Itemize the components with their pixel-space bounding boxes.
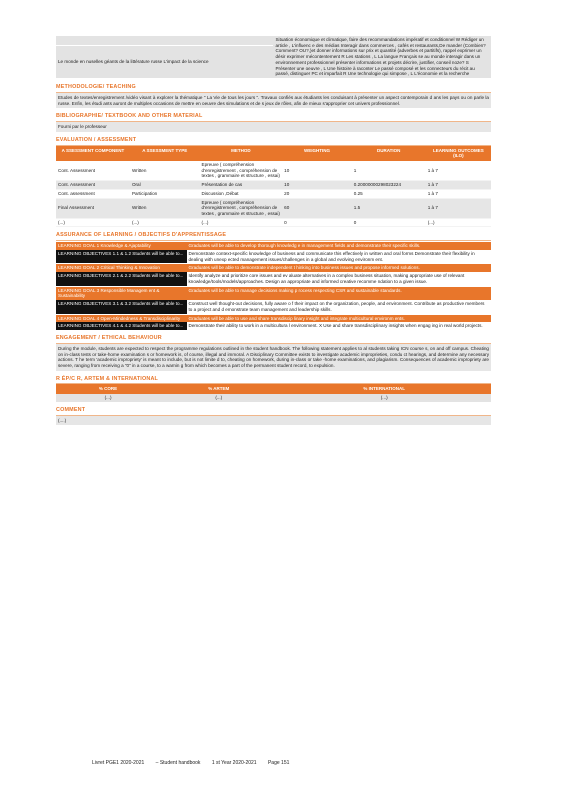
eval-cell: 0 xyxy=(282,218,352,227)
learning-goal-row xyxy=(56,314,491,322)
footer-year: 1 st Year 2020-2021 xyxy=(211,760,257,766)
learning-goal-label: LEARNING GOAL 3 Responsible Managem ent & Sustainability xyxy=(56,286,187,300)
table-row xyxy=(56,189,491,198)
eval-cell: 1 à 7 xyxy=(426,181,491,190)
eval-cell: Oral xyxy=(130,181,200,190)
footer-booklet: Livret PGE1 2020-2021 xyxy=(92,760,145,766)
methodology-text: Etudes de textes/enregistrement /vidéo visant à explorer la thématique " La Vie de tous les jours ". Travaux confiés aux étudiants les conduisant à présenter un aspect contemporain d ans les pays ou on parle la russe. Enfin, les étudi ants auront de multiples occasions de mettre en oeuvre des simulations et de s jeux de rôles, afin de mieux s'approprier cet univers professionnel. xyxy=(56,93,491,108)
eval-header-duration: DURATION xyxy=(352,146,426,161)
eval-cell: Epreuve ( compréhension d'enregistrement , compréhension de textes , grammaire et structure , essai) xyxy=(200,161,283,181)
comment-text: (....) xyxy=(56,416,491,426)
learning-objective-row xyxy=(56,272,491,286)
engagement-text: During the module, students are expected to respect the programme regulations outlined in the student handbook. The following statement applies to al students taking ICN course s, on and off campus. Cheating on in-class tests or take-home examination s or homework is, of course, illegal and immoral. A Disciplinary Committee exists to investigate academic improprieties, condu ct hearings, and determine any necessary actions. T he term 'academic impropriety' is meant to include, but is not limite d to, cheating on homework, during in-class or take -home examinations, and plagiarism. Consequences of academic impropriety are severe, ranging from receiving a "0" in a course, to a warnin g from which becomes a part of the permanent student record, to expulsion. xyxy=(56,344,491,371)
learning-objective-text: Demonstrate context-specific knowledge of business and communicate this effectively in written and oral forms Demonstrate their flexibility in dealing with unexp ected management issues/challenges in a global and evolving environm ent. xyxy=(187,250,492,264)
eval-header-component: A SSESSMENT COMPONENT xyxy=(56,146,130,161)
eval-cell: 0.25 xyxy=(352,189,426,198)
learning-objective-row xyxy=(56,300,491,314)
learning-objective-text: Demonstrate their ability to work in a multicultura l environment. X Use and share transdisciplinary insights when engag ing in real world projects. xyxy=(187,322,492,330)
eval-cell: (...) xyxy=(426,218,491,227)
eval-cell: Written xyxy=(130,198,200,218)
eval-cell: 10 xyxy=(282,161,352,181)
learning-goal-label: LEARNING GOAL 1 Knowledge & Ajaptability xyxy=(56,242,187,250)
eval-cell: 1 à 7 xyxy=(426,161,491,181)
eval-header-type: A SSESSMENT TYPE xyxy=(130,146,200,161)
bibliography-title: BIBLIOGRAPHIE/ TEXTBOOK AND OTHER MATERIAL xyxy=(56,112,491,122)
eval-cell: Epreuve ( compréhension d'enregistrement , compréhension de textes , grammaire et structure , essai) xyxy=(200,198,283,218)
footer-page-number: Page 151 xyxy=(267,760,290,766)
eval-cell: 1.5 xyxy=(352,198,426,218)
repartition-core-value: (...) xyxy=(56,394,160,402)
learning-objective-row xyxy=(56,250,491,264)
repartition-header-core: % CORE xyxy=(56,384,160,394)
learning-goal-text: Graduates will be able to demonstrate independent t hinking into business issues and propose informed solutions. xyxy=(187,264,492,272)
eval-cell: 0 xyxy=(352,218,426,227)
eval-cell: 10 xyxy=(282,181,352,190)
learning-goal-text: Graduates will be able to use and share transdiscip linary insight and integrate multicultural environm ents. xyxy=(187,314,492,322)
eval-cell: Final Assessment xyxy=(56,198,130,218)
eval-header-method: METHOD xyxy=(200,146,283,161)
eval-cell: Cont. Assessment xyxy=(56,161,130,181)
methodology-title: METHODOLOGIE/ TEACHING xyxy=(56,83,491,93)
repartition-header-artem: % ARTEM xyxy=(160,384,277,394)
eval-cell: 1 à 7 xyxy=(426,189,491,198)
learning-objective-row xyxy=(56,322,491,330)
bibliography-text: Fourni par le professeur xyxy=(56,122,491,132)
repartition-artem-value: (...) xyxy=(160,394,277,402)
evaluation-title: EVALUATION / ASSESSMENT xyxy=(56,136,491,146)
eval-cell: (...) xyxy=(56,218,130,227)
learning-objective-text: Identify analyze and prioritize core issues and ev aluate alternatives in a complex business situation, making appropriate use of relevant knowledge/tools/models/approaches. Design an appropriate and informed creative recomme ndation to a given issue. xyxy=(187,272,492,286)
eval-cell: Cont. Assessment xyxy=(56,181,130,190)
eval-header-weighting: WEIGHTING xyxy=(282,146,352,161)
table-row xyxy=(56,181,491,190)
repartition-header-international: % INTERNATIONAL xyxy=(277,384,491,394)
engagement-title: ENGAGEMENT / ETHICAL BEHAVIOUR xyxy=(56,334,491,344)
eval-cell: Discussion ,Débat xyxy=(200,189,283,198)
table-row xyxy=(56,218,491,227)
footer-handbook: – Student handbook xyxy=(155,760,201,766)
eval-cell: 0.20000000298023224 xyxy=(352,181,426,190)
syllabus-page xyxy=(56,36,491,425)
learning-objective-label: LEARNING OBJECTIVES 2.1 & 2.2 Students will be able to... xyxy=(56,272,187,286)
assurance-title: ASSURANCE OF LEARNING / OBJECTIFS D'APPRENTISSAGE xyxy=(56,231,491,241)
eval-cell: Written xyxy=(130,161,200,181)
comment-title: COMMENT xyxy=(56,406,491,416)
table-row xyxy=(56,394,491,402)
repartition-international-value: (...) xyxy=(277,394,491,402)
eval-header-ilo: LEARNING OUTCOMES (ILO) xyxy=(426,146,491,161)
learning-objective-label: LEARNING OBJECTIVES 3.1 & 3.2 Students will be able to... xyxy=(56,300,187,314)
table-row xyxy=(56,161,491,181)
learning-goal-row xyxy=(56,264,491,272)
content-continuation-table xyxy=(56,36,491,79)
learning-goal-row xyxy=(56,286,491,300)
content-left-text: Le monde en nuselles géants de la littérature russe L'impact de la science xyxy=(56,45,273,78)
eval-cell: 60 xyxy=(282,198,352,218)
eval-cell: Participation xyxy=(130,189,200,198)
content-right-text: Situation économique et climatique, faire des recommandations impératif et conditionnel W Rédiger un article , L'influenc e des médias Interagir dans commerces , cafés et restaurants,De mander (Combien?Comment? OU?,)et donner informations sur prix et quantité (adverbes et partitifs), rappel exprimer un désir exprimer mécontentement R Les stations , L La langue Français se au monde interagir dans un environnement professionnel présenter informations et projets décrire, justifier, conseil noze? S Présenter une oeuvre , L Une histoire à raconter Le passé composé et les connecteurs du récit au passé, distinguer PC et imparfait R Une technologie qui simpose , L L'économie et la recherche xyxy=(273,36,491,79)
evaluation-table xyxy=(56,146,491,228)
learning-goal-text: Graduates will be able to manage decisions making p rocess respecting CSR and sustainable standards. xyxy=(187,286,492,300)
eval-cell: Cont. assessment xyxy=(56,189,130,198)
learning-goals-table xyxy=(56,241,491,330)
learning-objective-label: LEARNING OBJECTIVES 1.1 & 1.2 Students will be able to... xyxy=(56,250,187,264)
repartition-table xyxy=(56,384,491,401)
eval-cell: 20 xyxy=(282,189,352,198)
eval-cell: (...) xyxy=(130,218,200,227)
learning-goal-label: LEARNING GOAL 2 Critical Thinking & Innovation xyxy=(56,264,187,272)
table-row xyxy=(56,198,491,218)
learning-goal-label: LEARNING GOAL 4 Open-Mindedness & Transdisciplinarity xyxy=(56,314,187,322)
learning-objective-text: Construct well thought-out decisions, fully aware o f their impact on the organization, people, and environment. Contribute as productive members to a project and d emonstrate team management and leadership skills. xyxy=(187,300,492,314)
eval-cell: Présentation de cas xyxy=(200,181,283,190)
page-footer xyxy=(92,760,299,766)
learning-goal-row xyxy=(56,242,491,250)
repartition-title: R ÉP/C R, ARTEM & INTERNATIONAL xyxy=(56,375,491,385)
eval-cell: 1 à 7 xyxy=(426,198,491,218)
eval-cell: (...) xyxy=(200,218,283,227)
eval-cell: 1 xyxy=(352,161,426,181)
learning-objective-label: LEARNING OBJECTIVES 4.1 & 4.2 Students will be able to... xyxy=(56,322,187,330)
learning-goal-text: Graduates will be able to develop thorough knowledg e in management fields and demonstrate their specific skills. xyxy=(187,242,492,250)
